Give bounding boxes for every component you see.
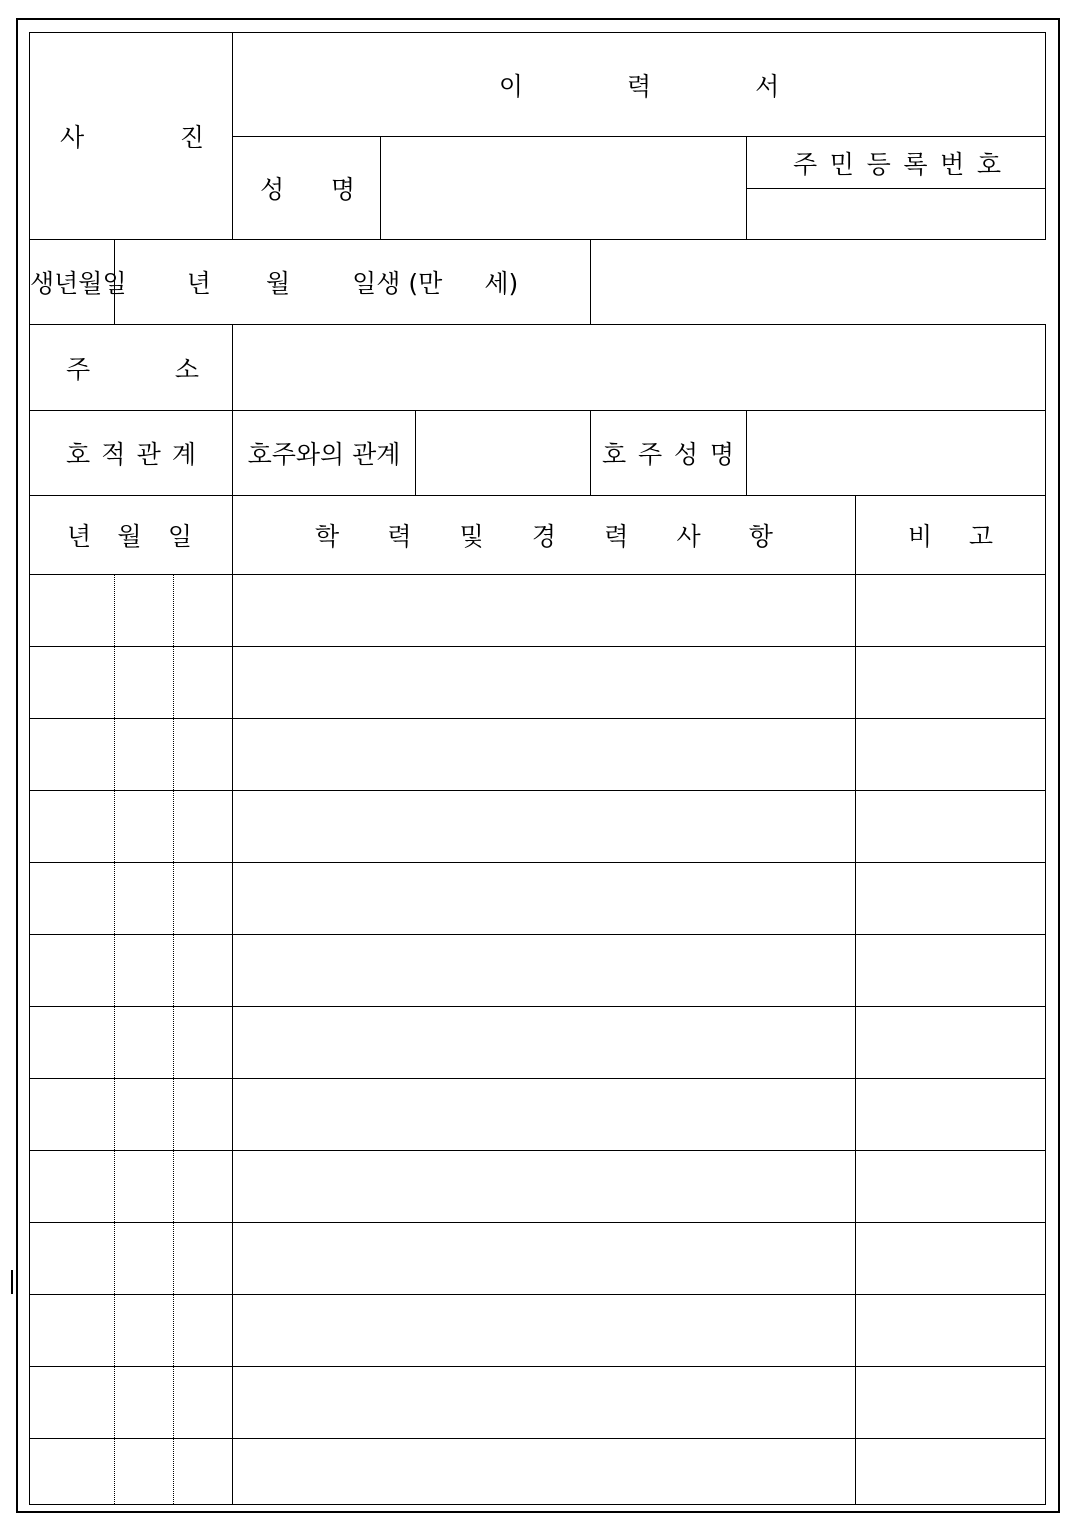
history-row — [30, 1367, 1046, 1439]
month-field[interactable] — [115, 1079, 174, 1151]
day-field[interactable] — [174, 1151, 233, 1223]
text-cursor — [11, 1270, 13, 1294]
day-field[interactable] — [174, 1439, 233, 1505]
note-field[interactable] — [856, 647, 1046, 719]
head-name-label-cell: 호 주 성 명 — [591, 411, 747, 496]
history-row — [30, 1295, 1046, 1367]
day-field[interactable] — [174, 575, 233, 647]
month-field[interactable] — [115, 1007, 174, 1079]
date-header: 년 월 일 — [30, 496, 233, 575]
year-field[interactable] — [30, 935, 115, 1007]
month-field[interactable] — [115, 647, 174, 719]
year-field[interactable] — [30, 1151, 115, 1223]
history-field[interactable] — [233, 647, 856, 719]
history-field[interactable] — [233, 1439, 856, 1505]
name-label-cell: 성 명 — [233, 137, 381, 240]
history-field[interactable] — [233, 791, 856, 863]
address-label-cell: 주 소 — [30, 325, 233, 411]
note-field[interactable] — [856, 1295, 1046, 1367]
year-field[interactable] — [30, 647, 115, 719]
history-field[interactable] — [233, 1079, 856, 1151]
head-name-field[interactable] — [747, 411, 1046, 496]
address-field[interactable] — [233, 325, 1046, 411]
history-field[interactable] — [233, 1151, 856, 1223]
note-field[interactable] — [856, 575, 1046, 647]
relation-field[interactable] — [416, 411, 591, 496]
year-field[interactable] — [30, 863, 115, 935]
year-field[interactable] — [30, 1367, 115, 1439]
day-field[interactable] — [174, 1367, 233, 1439]
note-field[interactable] — [856, 1079, 1046, 1151]
day-field[interactable] — [174, 647, 233, 719]
history-field[interactable] — [233, 1295, 856, 1367]
month-field[interactable] — [115, 1295, 174, 1367]
note-field[interactable] — [856, 791, 1046, 863]
month-field[interactable] — [115, 935, 174, 1007]
note-header: 비 고 — [856, 496, 1046, 575]
month-field[interactable] — [115, 719, 174, 791]
day-field[interactable] — [174, 719, 233, 791]
note-field[interactable] — [856, 1151, 1046, 1223]
history-row — [30, 1079, 1046, 1151]
month-field[interactable] — [115, 1223, 174, 1295]
year-field[interactable] — [30, 575, 115, 647]
month-field[interactable] — [115, 1439, 174, 1505]
day-field[interactable] — [174, 863, 233, 935]
history-field[interactable] — [233, 935, 856, 1007]
history-row — [30, 1223, 1046, 1295]
name-field[interactable] — [381, 137, 747, 240]
birth-year-unit: 년 — [186, 269, 211, 298]
note-field[interactable] — [856, 719, 1046, 791]
birth-month-unit: 월 — [265, 269, 291, 298]
history-row — [30, 1439, 1046, 1505]
year-field[interactable] — [30, 1295, 115, 1367]
note-field[interactable] — [856, 863, 1046, 935]
note-field[interactable] — [856, 1439, 1046, 1505]
history-row — [30, 1151, 1046, 1223]
photo-label: 사 진 — [60, 123, 205, 152]
day-field[interactable] — [174, 1223, 233, 1295]
photo-cell[interactable] — [30, 33, 233, 240]
year-field[interactable] — [30, 1223, 115, 1295]
month-field[interactable] — [115, 1151, 174, 1223]
day-field[interactable] — [174, 1079, 233, 1151]
note-field[interactable] — [856, 935, 1046, 1007]
year-field[interactable] — [30, 1079, 115, 1151]
birth-day-unit: 일생 — [352, 269, 401, 298]
day-field[interactable] — [174, 1007, 233, 1079]
month-field[interactable] — [115, 575, 174, 647]
history-field[interactable] — [233, 575, 856, 647]
note-field[interactable] — [856, 1223, 1046, 1295]
year-field[interactable] — [30, 1439, 115, 1505]
history-field[interactable] — [233, 1367, 856, 1439]
note-field[interactable] — [856, 1367, 1046, 1439]
rrn-field[interactable] — [747, 189, 1046, 240]
history-row — [30, 935, 1046, 1007]
birth-label: 생년월일 — [30, 240, 115, 325]
month-field[interactable] — [115, 863, 174, 935]
resume-form — [29, 32, 1046, 1505]
day-field[interactable] — [174, 1295, 233, 1367]
history-row — [30, 791, 1046, 863]
year-field[interactable] — [30, 791, 115, 863]
history-row — [30, 1007, 1046, 1079]
history-field[interactable] — [233, 1007, 856, 1079]
rrn-label-cell: 주 민 등 록 번 호 — [747, 137, 1046, 189]
family-label-cell: 호 적 관 계 — [30, 411, 233, 496]
year-field[interactable] — [30, 1007, 115, 1079]
history-field[interactable] — [233, 863, 856, 935]
year-field[interactable] — [30, 719, 115, 791]
day-field[interactable] — [174, 935, 233, 1007]
age-open: (만 — [408, 269, 443, 298]
age-close: 세) — [484, 269, 519, 298]
relation-label: 호주와의 관계 — [233, 411, 416, 496]
history-row — [30, 575, 1046, 647]
history-field[interactable] — [233, 1223, 856, 1295]
history-header: 학 력 및 경 력 사 항 — [233, 496, 856, 575]
month-field[interactable] — [115, 1367, 174, 1439]
history-field[interactable] — [233, 719, 856, 791]
history-row — [30, 719, 1046, 791]
day-field[interactable] — [174, 791, 233, 863]
history-row — [30, 647, 1046, 719]
form-title: 이 력 서 — [233, 33, 1046, 137]
note-field[interactable] — [856, 1007, 1046, 1079]
month-field[interactable] — [115, 791, 174, 863]
birth-field[interactable] — [115, 240, 591, 325]
history-row — [30, 863, 1046, 935]
